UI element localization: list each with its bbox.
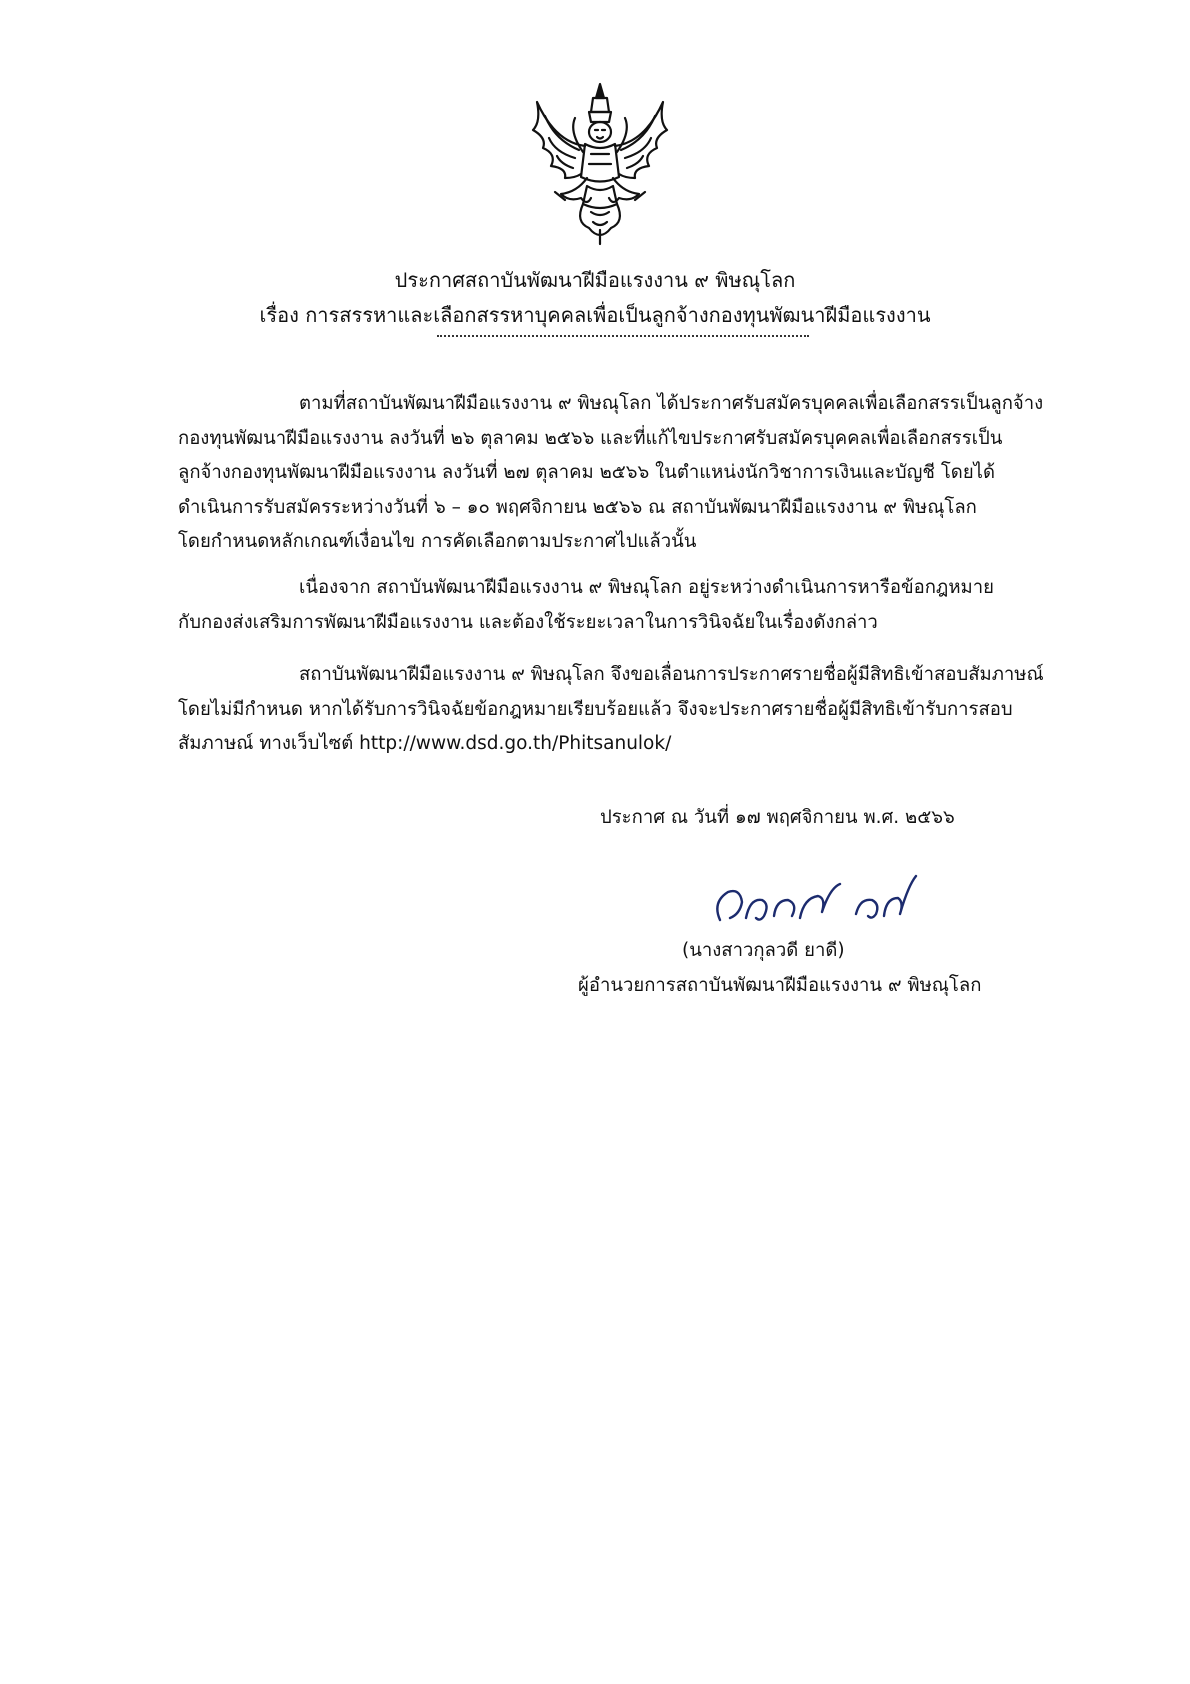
signatory-name: (นางสาวกุลวดี ยาดี) — [682, 940, 845, 961]
paragraph-line: สถาบันพัฒนาฝีมือแรงงาน ๙ พิษณุโลก จึงขอเลื่อนการประกาศรายชื่อผู้มีสิทธิเข้าสอบสัมภาษณ์ — [299, 664, 1044, 685]
announcement-subject: เรื่อง การสรรหาและเลือกสรรหาบุคคลเพื่อเป็นลูกจ้างกองทุนพัฒนาฝีมือแรงงาน — [259, 303, 931, 327]
paragraph-line: โดยไม่มีกำหนด หากได้รับการวินิจฉัยข้อกฎหมายเรียบร้อยแล้ว จึงจะประกาศรายชื่อผู้มีสิทธิเข้ารับการสอบ — [178, 698, 1013, 720]
paragraph-line: สัมภาษณ์ ทางเว็บไซต์ http://www.dsd.go.th/Phitsanulok/ — [178, 733, 672, 754]
paragraph-1 — [178, 387, 1048, 560]
paragraph-line: เนื่องจาก สถาบันพัฒนาฝีมือแรงงาน ๙ พิษณุโลก อยู่ระหว่างดำเนินการหารือข้อกฎหมาย — [299, 577, 994, 598]
announcement-title: ประกาศสถาบันพัฒนาฝีมือแรงงาน ๙ พิษณุโลก — [394, 268, 796, 292]
handwritten-signature — [700, 868, 920, 938]
paragraph-line: โดยกำหนดหลักเกณฑ์เงื่อนไข การคัดเลือกตามประกาศไปแล้วนั้น — [178, 531, 697, 552]
dotted-divider — [437, 335, 809, 337]
paragraph-line: ตามที่สถาบันพัฒนาฝีมือแรงงาน ๙ พิษณุโลก ได้ประกาศรับสมัครบุคคลเพื่อเลือกสรรเป็นลูกจ้าง — [299, 393, 1044, 414]
paragraph-line: ดำเนินการรับสมัครระหว่างวันที่ ๖ – ๑๐ พฤศจิกายน ๒๕๖๖ ณ สถาบันพัฒนาฝีมือแรงงาน ๙ พิษณุโลก — [178, 496, 977, 518]
paragraph-3 — [178, 658, 1048, 762]
paragraph-line: กับกองส่งเสริมการพัฒนาฝีมือแรงงาน และต้องใช้ระยะเวลาในการวินิจฉัยในเรื่องดังกล่าว — [178, 611, 878, 633]
signatory-position: ผู้อำนวยการสถาบันพัฒนาฝีมือแรงงาน ๙ พิษณุโลก — [578, 975, 982, 996]
garuda-emblem-icon — [525, 82, 675, 247]
announcement-date: ประกาศ ณ วันที่ ๑๗ พฤศจิกายน พ.ศ. ๒๕๖๖ — [600, 807, 955, 828]
paragraph-2 — [178, 571, 1048, 640]
paragraph-line: กองทุนพัฒนาฝีมือแรงงาน ลงวันที่ ๒๖ ตุลาคม ๒๕๖๖ และที่แก้ไขประกาศรับสมัครบุคคลเพื่อเลือกสรรเป็น — [178, 427, 1003, 449]
paragraph-line: ลูกจ้างกองทุนพัฒนาฝีมือแรงงาน ลงวันที่ ๒๗ ตุลาคม ๒๕๖๖ ในตำแหน่งนักวิชาการเงินและบัญชี โดยได้ — [178, 462, 995, 483]
